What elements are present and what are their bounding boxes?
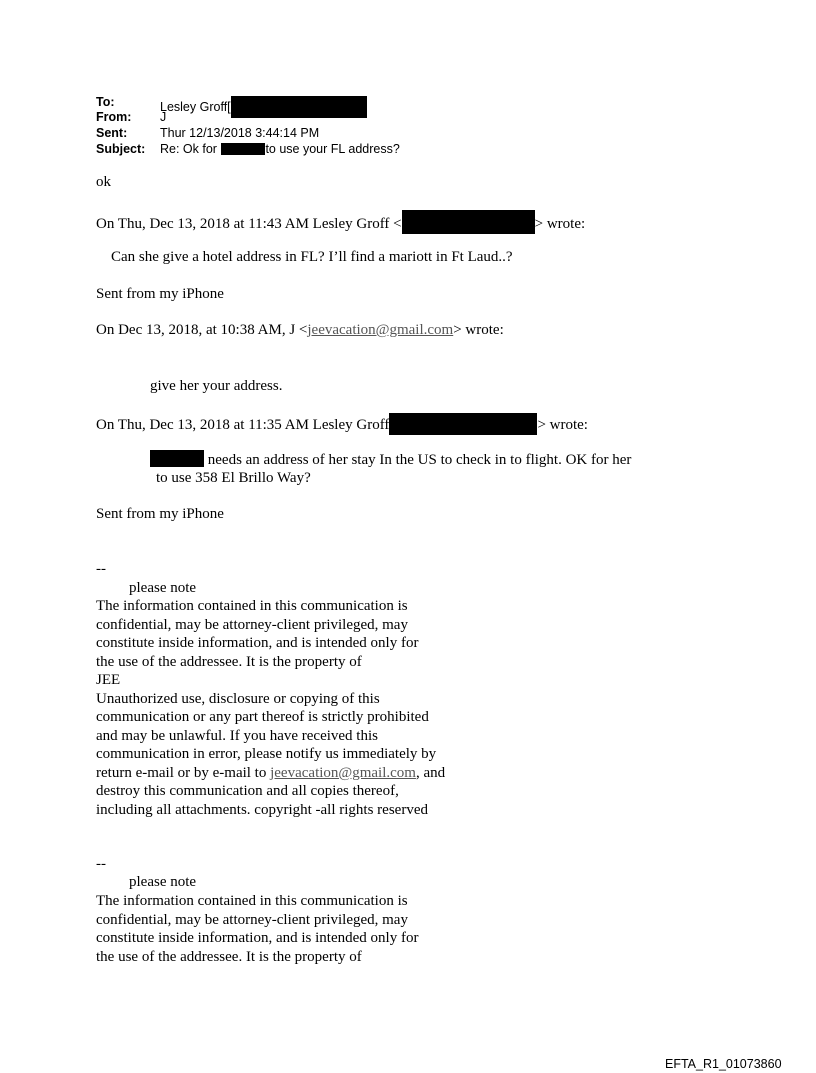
quoted-text: Can she give a hotel address in FL? I’ll find a mariott in Ft Laud..? (111, 249, 513, 265)
disclaimer-line: communication in error, please notify us immediately by (96, 746, 437, 763)
redaction-box (221, 143, 265, 155)
subject-value-post: to use your FL address? (265, 142, 400, 156)
from-value: J (160, 110, 167, 124)
disclaimer-line: destroy this communication and all copies thereof, (96, 783, 399, 800)
subject-label: Subject: (96, 142, 146, 156)
signature: Sent from my iPhone (96, 506, 224, 522)
separator: -- (96, 856, 106, 872)
redaction-box (231, 96, 367, 118)
disclaimer-line: the use of the addressee. It is the property of (96, 653, 362, 670)
sent-label: Sent: (96, 126, 128, 140)
disclaimer-line: Unauthorized use, disclosure or copying of this (96, 690, 380, 707)
to-value: Lesley Groff[ (160, 100, 231, 114)
separator: -- (96, 561, 106, 577)
disclaimer-line: JEE (96, 672, 121, 689)
quoted-text: give her your address. (150, 378, 283, 394)
disclaimer-line: confidential, may be attorney-client privileged, may (96, 616, 408, 633)
quoted-text: needs an address of her stay In the US to check in to flight. OK for her (150, 450, 631, 470)
email-link[interactable]: jeevacation@gmail.com (270, 764, 416, 781)
quote-intro: On Dec 13, 2018, at 10:38 AM, J <jeevacation@gmail.com> wrote: (96, 322, 504, 338)
disclaimer-line: confidential, may be attorney-client privileged, may (96, 911, 408, 928)
redaction-box (402, 210, 535, 234)
reply-text: ok (96, 174, 111, 190)
from-label: From: (96, 110, 132, 124)
disclaimer-line: the use of the addressee. It is the property of (96, 948, 362, 965)
bates-number: EFTA_R1_01073860 (665, 1057, 782, 1071)
disclaimer-line: The information contained in this communication is (96, 598, 408, 614)
disclaimer-line: constitute inside information, and is intended only for (96, 930, 419, 947)
disclaimer-line: constitute inside information, and is intended only for (96, 635, 419, 652)
disclaimer-line: return e-mail or by e-mail to jeevacation@gmail.com, and (96, 764, 446, 781)
note-heading: please note (129, 874, 197, 890)
sent-value: Thur 12/13/2018 3:44:14 PM (160, 126, 320, 140)
email-link[interactable]: jeevacation@gmail.com (307, 322, 454, 338)
disclaimer-line: and may be unlawful. If you have received this (96, 727, 378, 744)
redaction-box (150, 450, 204, 467)
to-label: To: (96, 95, 115, 109)
signature: Sent from my iPhone (96, 286, 224, 302)
redaction-box (389, 413, 537, 435)
note-heading: please note (129, 580, 197, 596)
quote-intro: On Thu, Dec 13, 2018 at 11:35 AM Lesley Groff > wrote: (96, 413, 588, 435)
quoted-text: to use 358 El Brillo Way? (156, 470, 311, 486)
disclaimer-line: including all attachments. copyright -all rights reserved (96, 802, 428, 819)
subject-value-pre: Re: Ok for (160, 142, 217, 156)
disclaimer-line: The information contained in this communication is (96, 893, 408, 909)
quote-intro: On Thu, Dec 13, 2018 at 11:43 AM Lesley Groff < > wrote: (96, 210, 585, 234)
disclaimer-line: communication or any part thereof is strictly prohibited (96, 709, 429, 726)
